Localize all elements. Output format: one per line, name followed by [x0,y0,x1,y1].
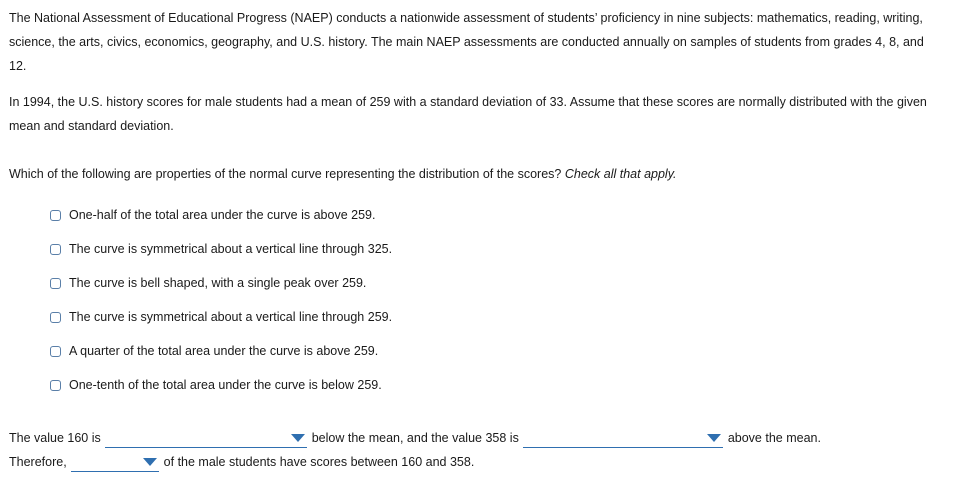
question-prompt [9,162,939,186]
checkbox-icon[interactable] [50,312,61,323]
fill-in-line-1 [9,428,821,448]
option-label: The curve is bell shaped, with a single peak over 259. [69,276,367,290]
option-6[interactable] [50,375,382,395]
question-instruction: Check all that apply. [564,167,677,181]
fill-text-5: of the male students have scores between 160 and 358. [163,455,475,469]
intro-paragraph-2: In 1994, the U.S. history scores for male students had a mean of 259 with a standard deviation of 33. Assume that these scores are normally distributed with the given mean and standard deviation. [9,95,927,133]
fill-text-3: above the mean. [727,431,821,445]
fill-in-line-2 [9,452,474,472]
dropdown-358-position[interactable] [523,429,723,448]
dropdown-160-position[interactable] [105,429,307,448]
fill-text-4: Therefore, [9,455,67,469]
option-2[interactable] [50,239,392,259]
option-4[interactable] [50,307,392,327]
option-1[interactable] [50,205,375,225]
intro-paragraph-1: The National Assessment of Educational Progress (NAEP) conducts a nationwide assessment of students’ proficiency in nine subjects: mathematics, reading, writing, science, the arts, civics, economics, geography, and U.S. history. The main NAEP assessments are conducted annually on samples of students from grades 4, 8, and 12. [9,11,924,73]
option-label: The curve is symmetrical about a vertical line through 259. [69,310,393,324]
chevron-down-icon [707,434,721,442]
option-3[interactable] [50,273,366,293]
checkbox-icon[interactable] [50,346,61,357]
question-text: Which of the following are properties of the normal curve representing the distribution of the scores? [9,167,565,181]
checkbox-icon[interactable] [50,278,61,289]
checkbox-icon[interactable] [50,210,61,221]
option-label: A quarter of the total area under the curve is above 259. [69,344,379,358]
fill-text-1: The value 160 is [9,431,101,445]
option-5[interactable] [50,341,378,361]
checkbox-icon[interactable] [50,380,61,391]
option-label: One-half of the total area under the curve is above 259. [69,208,376,222]
dropdown-percentage[interactable] [71,453,159,472]
chevron-down-icon [291,434,305,442]
checkbox-icon[interactable] [50,244,61,255]
fill-text-2: below the mean, and the value 358 is [311,431,519,445]
option-label: One-tenth of the total area under the curve is below 259. [69,378,382,392]
option-label: The curve is symmetrical about a vertical line through 325. [69,242,393,256]
chevron-down-icon [143,458,157,466]
